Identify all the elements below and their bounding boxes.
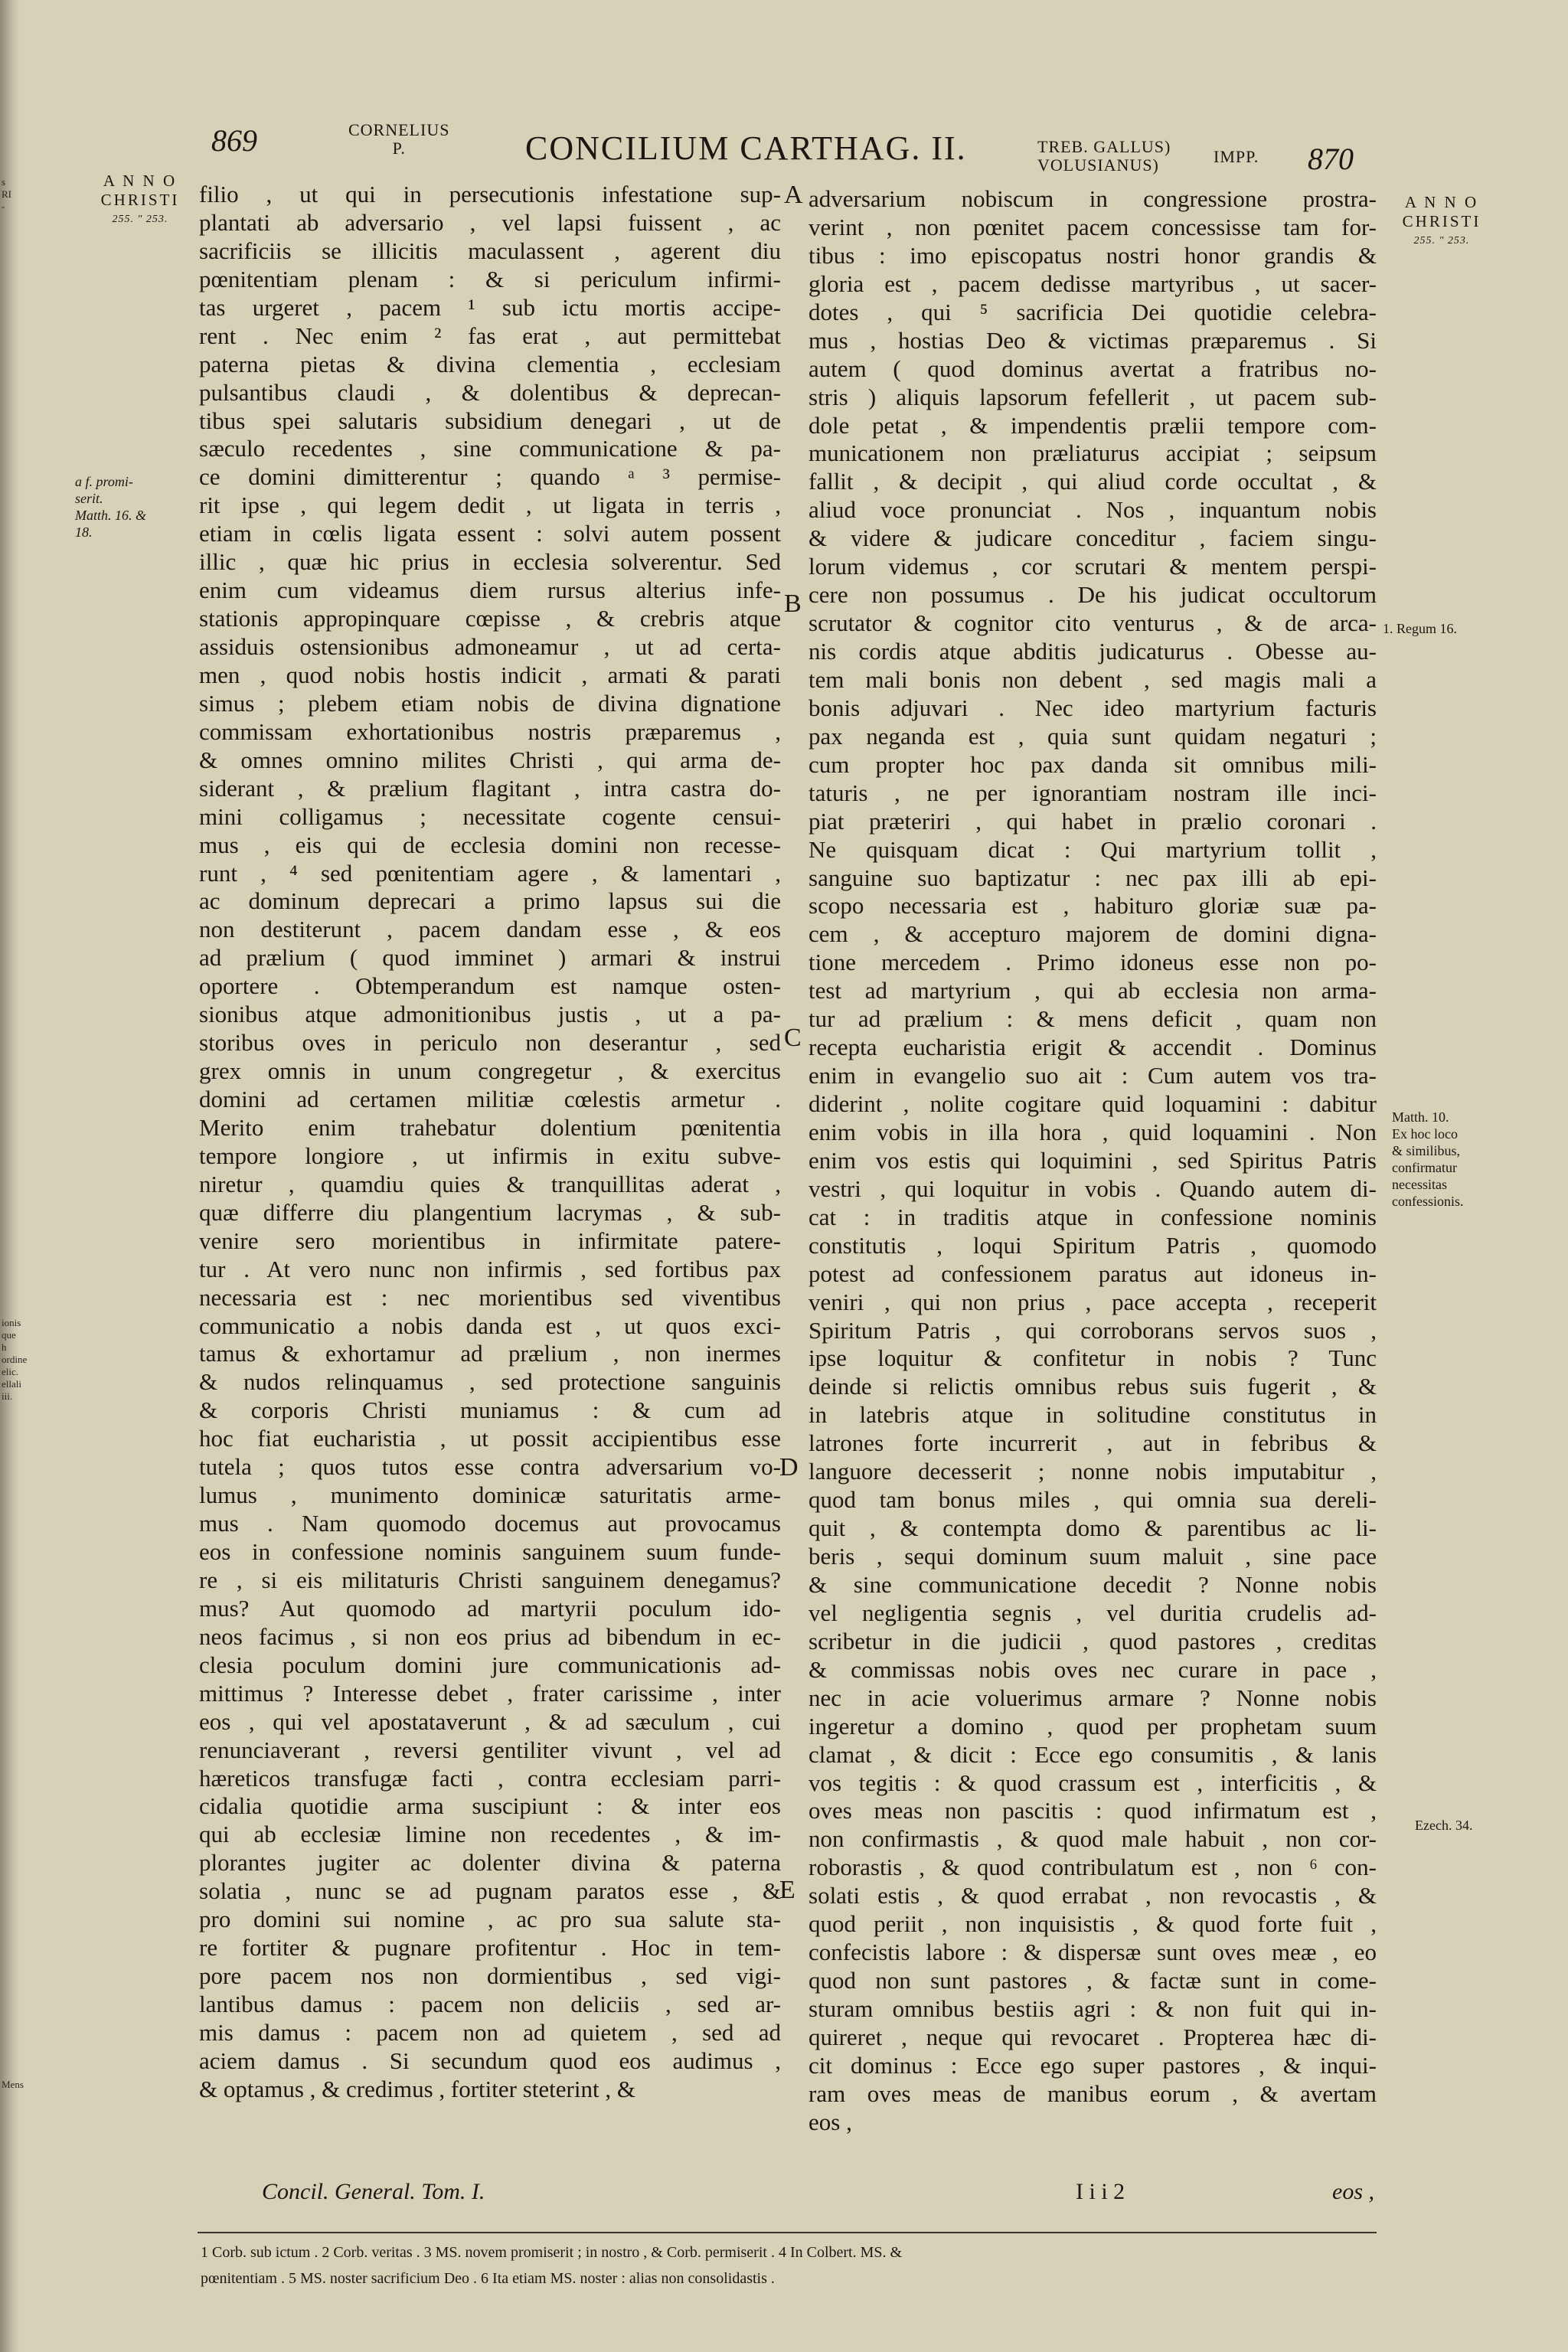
text-line: niretur , quamdiu quies & tranquillitas aderat , (199, 1170, 781, 1197)
text-line: bonis adjuvari . Nec ideo martyrium facturis (808, 694, 1377, 721)
text-line: sionibus atque admonitionibus justis , ut a pa- (199, 1001, 781, 1028)
text-line: nis cordis atque abditis judicaturus . Obesse au- (808, 638, 1377, 665)
text-line: venire sero morientibus in infirmitate patere- (199, 1227, 781, 1254)
text-line: clamat , & dicit : Ecce ego consumitis , & lanis (808, 1740, 1377, 1768)
text-line: vestri , qui loquitur in vobis . Quando autem di- (808, 1174, 1377, 1202)
running-head-line: VOLUSIANUS) (1037, 155, 1159, 175)
margin-note-line: confirmatur (1392, 1160, 1457, 1175)
text-line: tibus : imo episcopatus nostri honor grandis & (808, 241, 1377, 269)
running-head-line: P. (392, 139, 406, 158)
text-line: & videre & judicare conceditur , faciem singu- (808, 524, 1377, 552)
text-line: enim in evangelio suo ait : Cum autem vos tra- (808, 1062, 1377, 1089)
text-line: ac dominum deprecari a primo lapsus sui die (199, 887, 781, 915)
year-label: 255. " 253. (1413, 235, 1470, 247)
right-running-head (1037, 138, 1171, 175)
edge-fragment-line: que h (2, 1329, 16, 1353)
text-line: renunciaverant , reversi gentiliter vivunt , vel ad (199, 1736, 781, 1763)
running-head-line: TREB. GALLUS) (1037, 137, 1171, 156)
text-line: scribetur in die judicii , quod pastores , creditas (808, 1627, 1377, 1655)
edge-fragment-line: - (2, 201, 5, 212)
edge-fragment (2, 2079, 24, 2091)
margin-note-ezechiel (1415, 1817, 1553, 1834)
text-line: lorum videmus , cor scrutari & mentem perspi- (808, 553, 1377, 580)
text-line: & commissas nobis oves nec curare in pace , (808, 1655, 1377, 1683)
text-line: vos tegitis : & quod crassum est , interficitis , & (808, 1769, 1377, 1796)
text-line: & optamus , & credimus , fortiter steterint , & (199, 2075, 635, 2102)
text-line: necessaria est : nec morientibus sed viventibus (199, 1283, 781, 1311)
text-line: quæ differre diu plangentium lacrymas , & sub- (199, 1198, 781, 1226)
text-line: tempore longiore , ut infirmis in exitu subve- (199, 1142, 781, 1169)
edge-fragment-line: Mens (2, 2079, 24, 2090)
text-line: tas urgeret , pacem ¹ sub ictu mortis accipe- (199, 293, 781, 321)
edge-fragment-line: elic. (2, 1366, 19, 1377)
text-line: sturam omnibus bestiis agri : & non fuit qui in- (808, 1995, 1377, 2022)
text-line: clesia poculum domini jure communicationis ad- (199, 1651, 781, 1678)
footer-signature: I i i 2 (1076, 2179, 1125, 2204)
margin-note-line: 1. Regum 16. (1383, 621, 1457, 636)
text-line: confecistis labore : & dispersæ sunt oves meæ , eo (808, 1939, 1377, 1966)
text-line: scopo necessaria est , habituro gloriæ suæ pa- (808, 892, 1377, 920)
margin-note-line: Ezech. 34. (1415, 1818, 1473, 1833)
margin-note-line: necessitas (1392, 1177, 1447, 1192)
text-line: enim cum videamus diem rursus alterius infe- (199, 577, 781, 604)
text-line: neos facimus , si non eos prius ad bibendum in ec- (199, 1622, 781, 1650)
text-line: mus? Aut quomodo ad martyrii poculum ido- (199, 1594, 781, 1622)
adjacent-page-edge (0, 0, 28, 2352)
edge-fragment-line: ordine (2, 1354, 28, 1365)
text-line: rit ipse , qui legem dedit , ut ligata in terris , (199, 492, 781, 519)
text-line: & nudos relinquamus , sed protectione sanguinis (199, 1368, 781, 1396)
text-line: mittimus ? Interesse debet , frater carissime , inter (199, 1679, 781, 1707)
anno-label: A N N O (103, 172, 178, 190)
text-line: tutela ; quos tutos esse contra adversarium vo- (199, 1453, 781, 1481)
text-line: enim vobis in illa hora , quid loquamini . Non (808, 1118, 1377, 1145)
text-line: taturis , ne per ignorantiam nostram ille inci- (808, 779, 1377, 806)
left-running-head (348, 121, 449, 158)
text-line: lantibus damus : pacem non deliciis , sed ar- (199, 1991, 781, 2017)
text-line: lumus , munimento dominicæ saturitatis arme- (199, 1481, 781, 1509)
text-line: plantati ab adversario , vel lapsi fuissent , ac (199, 208, 781, 236)
text-line: ipse loquitur & confitetur in nobis ? Tunc (808, 1344, 1377, 1372)
margin-note-line: & similibus, (1392, 1143, 1461, 1158)
margin-note-line: serit. (75, 491, 103, 506)
edge-fragment-line: ellali (2, 1378, 21, 1390)
margin-note-regum (1383, 620, 1536, 637)
text-line: pœnitentiam plenam : & si periculum infirmi- (199, 265, 781, 292)
text-line: domini ad certamen militiæ cœlestis armetur . (199, 1086, 781, 1112)
anno-christi-left (83, 172, 198, 229)
text-line: pulsantibus claudi , & dolentibus & deprecan- (199, 378, 781, 406)
text-line: runt , ⁴ sed pœnitentiam agere , & lamentari , (199, 859, 781, 887)
text-line: quod periit , non inquisistis , & quod forte fuit , (808, 1910, 1377, 1938)
text-line: stris ) aliquis lapsorum fefellerit , ut pacem sub- (808, 383, 1377, 410)
text-line: cem , & accepturo majorem de domini digna- (808, 920, 1377, 948)
text-line: aciem damus . Si secundum quod eos audimus , (199, 2047, 781, 2074)
text-line: vel negligentia segnis , vel duritia crudelis ad- (808, 1599, 1377, 1626)
section-letter-d: D (779, 1453, 799, 1481)
text-line: veniri , qui non prius , pace accepta , receperit (808, 1288, 1377, 1315)
margin-note-line: Matth. 16. & (75, 508, 146, 523)
christi-label: CHRISTI (1402, 212, 1481, 230)
text-line: scrutator & cognitor cito venturus , & de arca- (808, 609, 1377, 637)
text-line: Ne quisquam dicat : Qui martyrium tollit , (808, 835, 1377, 863)
text-line: solatia , nunc se ad pugnam paratos esse , & (199, 1877, 781, 1905)
text-line: sanguine suo baptizatur : nec pax illi ab epi- (808, 864, 1377, 891)
text-line: eos , (808, 2108, 852, 2135)
text-line: ram oves meas de manibus eorum , & avertam (808, 2079, 1377, 2107)
section-letter-e: E (779, 1876, 795, 1904)
text-line: cere non possumus . De his judicat occultorum (808, 581, 1377, 609)
text-line: aliud voce pronunciat . Nos , inquantum nobis (808, 496, 1377, 524)
edge-fragment-line: ionis (2, 1317, 21, 1328)
running-header (0, 115, 1568, 176)
page-title: CONCILIUM CARTHAG. II. (525, 129, 967, 167)
text-line: cidalia quotidie arma suscipiunt : & inter eos (199, 1792, 781, 1820)
text-line: assiduis ostensionibus admoneamur , ut ad certa- (199, 633, 781, 660)
text-line: quit , & contempta domo & parentibus ac li- (808, 1514, 1377, 1542)
text-line: re fortiter & pugnare profitentur . Hoc in tem- (199, 1934, 781, 1962)
text-line: ce domini dimitterentur ; quando ᵃ ³ permise- (199, 463, 781, 491)
text-line: municationem non præliaturus accipiat ; seipsum (808, 439, 1377, 467)
text-line: tur ad prælium : & mens deficit , quam non (808, 1005, 1377, 1033)
running-head-line: CORNELIUS (348, 120, 450, 139)
text-line: grex omnis in unum congregetur , & exercitus (199, 1057, 781, 1085)
edge-fragment (2, 1317, 28, 1403)
text-line: sæculo recedentes , sine communicatione & pa- (199, 435, 781, 462)
text-line: enim vos estis qui loquimini , sed Spiritus Patris (808, 1146, 1377, 1174)
right-page-number: 870 (1308, 142, 1354, 176)
text-line: men , quod nobis hostis indicit , armati & parati (199, 661, 781, 688)
text-line: pore pacem nos non dormientibus , sed vigi- (199, 1962, 781, 1990)
text-line: mus , hostias Deo & victimas præparemus . Si (808, 326, 1377, 354)
text-line: & sine communicatione decedit ? Nonne nobis (808, 1570, 1377, 1598)
text-line: nec in acie voluerimus armare ? Nonne nobis (808, 1684, 1377, 1711)
left-text-column (199, 181, 781, 2104)
text-line: dole petat , & impendentis prælii tempore com- (808, 411, 1377, 439)
text-line: eos in confessione nominis sanguinem suum funde- (199, 1538, 781, 1565)
margin-note-line: a f. promi- (75, 474, 133, 489)
text-line: in latebris atque in solitudine constitutus in (808, 1401, 1377, 1429)
edge-fragment-line: iii. (2, 1390, 13, 1402)
text-line: potest ad confessionem paratus aut idoneus in- (808, 1259, 1377, 1287)
text-line: illic , quæ hic prius in ecclesia solverentur. Sed (199, 548, 781, 576)
text-line: ad prælium ( quod imminet ) armari & instrui (199, 944, 781, 972)
text-line: sacrificiis se illicitis maculassent , agerent diu (199, 237, 781, 264)
text-line: solati estis , & quod errabat , non revocastis , & (808, 1882, 1377, 1909)
year-label: 255. " 253. (112, 214, 168, 225)
text-line: tibus spei salutaris subsidium denegari , ut de (199, 407, 781, 434)
text-line: deinde si relictis omnibus rebus suis fugerit , & (808, 1373, 1377, 1400)
text-line: roborastis , & quod contribulatum est , non ⁶ con- (808, 1854, 1377, 1881)
margin-note-matthew (1392, 1109, 1545, 1210)
text-line: tione mercedem . Primo idoneus esse non po- (808, 949, 1377, 976)
text-line: quireret , neque qui revocaret . Propterea hæc di- (808, 2023, 1377, 2050)
text-line: & omnes omnino milites Christi , qui arma de- (199, 746, 781, 773)
margin-note-line: Ex hoc loco (1392, 1126, 1458, 1142)
text-line: oves meas non pascitis : quod infirmatum est , (808, 1797, 1377, 1824)
text-line: latrones forte incurrerit , aut in febribus & (808, 1429, 1377, 1457)
text-line: cum propter hoc pax danda sit omnibus mili- (808, 750, 1377, 778)
text-line: Merito enim trahebatur dolentium pœnitentia (199, 1113, 781, 1141)
text-line: mis damus : pacem non ad quietem , sed ad (199, 2018, 781, 2046)
text-line: beris , sequi dominum suum maluit , sine pace (808, 1543, 1377, 1570)
text-line: cat : in traditis atque in confessione nominis (808, 1203, 1377, 1230)
margin-note-left (75, 473, 198, 541)
right-running-head-suffix: IMPP. (1214, 147, 1259, 166)
text-line: test ad martyrium , qui ab ecclesia non arma- (808, 977, 1377, 1004)
text-line: non confirmastis , & quod male habuit , non cor- (808, 1825, 1377, 1853)
text-line: recepta eucharistia erigit & accendit . Dominus (808, 1034, 1377, 1061)
text-line: siderant , & prælium flagitant , intra castra do- (199, 774, 781, 802)
text-line: storibus oves in periculo non deserantur , sed (199, 1029, 781, 1057)
text-line: pro domini sui nomine , ac pro sua salute sta- (199, 1906, 781, 1933)
text-line: tur . At vero nunc non infirmis , sed fortibus pax (199, 1255, 781, 1282)
text-line: mini colligamus ; necessitate cogente censui- (199, 802, 781, 830)
text-line: oportere . Obtemperandum est namque osten- (199, 972, 781, 1000)
text-line: autem ( quod dominus avertat a fratribus no- (808, 354, 1377, 382)
text-line: stationis appropinquare cœpisse , & crebris atque (199, 605, 781, 632)
text-line: communicatio a nobis danda est , ut quos exci- (199, 1312, 781, 1339)
text-line: etiam in cœlis ligata essent : solvi autem possent (199, 520, 781, 547)
text-line: mus , eis qui de ecclesia domini non recesse- (199, 831, 781, 858)
text-line: tem mali bonis non debent , sed magis mali a (808, 665, 1377, 693)
text-line: adversarium nobiscum in congressione prostra- (808, 185, 1377, 212)
text-line: filio , ut qui in persecutionis infestatione sup- (199, 181, 781, 207)
text-line: hoc fiat eucharistia , ut possit accipientibus esse (199, 1425, 781, 1452)
text-line: piat præteriri , qui habet in prælio coronari . (808, 807, 1377, 835)
edge-fragment (2, 176, 18, 213)
text-line: ingeretur a domino , quod per prophetam suum (808, 1712, 1377, 1740)
text-line: cit dominus : Ecce ego super pastores , & inqui- (808, 2051, 1377, 2079)
text-line: diderint , nolite cogitare quid loquamini : dabitur (808, 1090, 1377, 1117)
text-line: pax neganda est , quia sunt quidam negaturi ; (808, 722, 1377, 750)
text-line: fallit , & decipit , qui aliud corde occultat , & (808, 468, 1377, 495)
anno-christi-right (1384, 193, 1499, 250)
footnote-rule (198, 2232, 1377, 2233)
footnote-line: 1 Corb. sub ictum . 2 Corb. veritas . 3 MS. novem promiserit ; in nostro , & Corb. permiserit . 4 In Colbert. MS. & (201, 2244, 903, 2261)
text-line: constitutis , loqui Spiritum Patris , quomodo (808, 1231, 1377, 1259)
text-line: dotes , qui ⁵ sacrificia Dei quotidie celebra- (808, 298, 1377, 325)
section-letter-b: B (784, 590, 802, 618)
anno-label: A N N O (1404, 193, 1479, 211)
left-page-number: 869 (211, 123, 257, 158)
text-line: & corporis Christi muniamus : & cum ad (199, 1396, 781, 1424)
text-line: mus . Nam quomodo docemus aut provocamus (199, 1510, 781, 1537)
margin-note-line: 18. (75, 524, 93, 540)
text-line: quod non sunt pastores , & factæ sunt in come- (808, 1967, 1377, 1994)
text-line: re , si eis militaturis Christi sanguinem denegamus? (199, 1566, 781, 1593)
text-line: rent . Nec enim ² fas erat , aut permittebat (199, 322, 781, 349)
text-line: plorantes jugiter ac dolenter divina & paterna (199, 1849, 781, 1877)
footer-edition: Concil. General. Tom. I. (262, 2179, 485, 2204)
christi-label: CHRISTI (100, 191, 180, 209)
section-letter-a: A (784, 181, 803, 209)
margin-note-line: confessionis. (1392, 1194, 1464, 1209)
text-line: Spiritum Patris , qui corroborans servos suos , (808, 1316, 1377, 1344)
text-line: hæreticos transfugæ facti , contra ecclesiam parri- (199, 1764, 781, 1792)
text-line: languore decesserit ; nonne nobis imputabitur , (808, 1458, 1377, 1485)
text-line: eos , qui vel apostataverunt , & ad sæculum , cui (199, 1707, 781, 1735)
edge-fragment-line: s (2, 176, 6, 188)
text-line: gloria est , pacem dedisse martyribus , ut sacer- (808, 270, 1377, 297)
right-text-column (808, 185, 1377, 2137)
edge-fragment-line: RI (2, 188, 11, 200)
text-line: qui ab ecclesiæ limine non recedentes , & im- (199, 1821, 781, 1848)
margin-note-line: Matth. 10. (1392, 1109, 1449, 1125)
text-line: quod tam bonus miles , qui omnia sua dereli- (808, 1486, 1377, 1514)
footnote-line: pœnitentiam . 5 MS. noster sacrificium Deo . 6 Ita etiam MS. noster : alias non consolidastis . (201, 2270, 775, 2287)
section-letter-c: C (784, 1024, 802, 1052)
text-line: paterna pietas & divina clementia , ecclesiam (199, 350, 781, 377)
text-line: verint , non pœnitet pacem concessisse tam for- (808, 213, 1377, 240)
text-line: simus ; plebem etiam nobis de divina dignatione (199, 689, 781, 717)
footer-catchword: eos , (1332, 2179, 1374, 2204)
text-line: commissam exhortationibus nostris præparemus , (199, 717, 781, 745)
text-line: non destiterunt , pacem dandam esse , & eos (199, 916, 781, 943)
text-line: tamus & exhortamur ad prælium , non inermes (199, 1340, 781, 1367)
